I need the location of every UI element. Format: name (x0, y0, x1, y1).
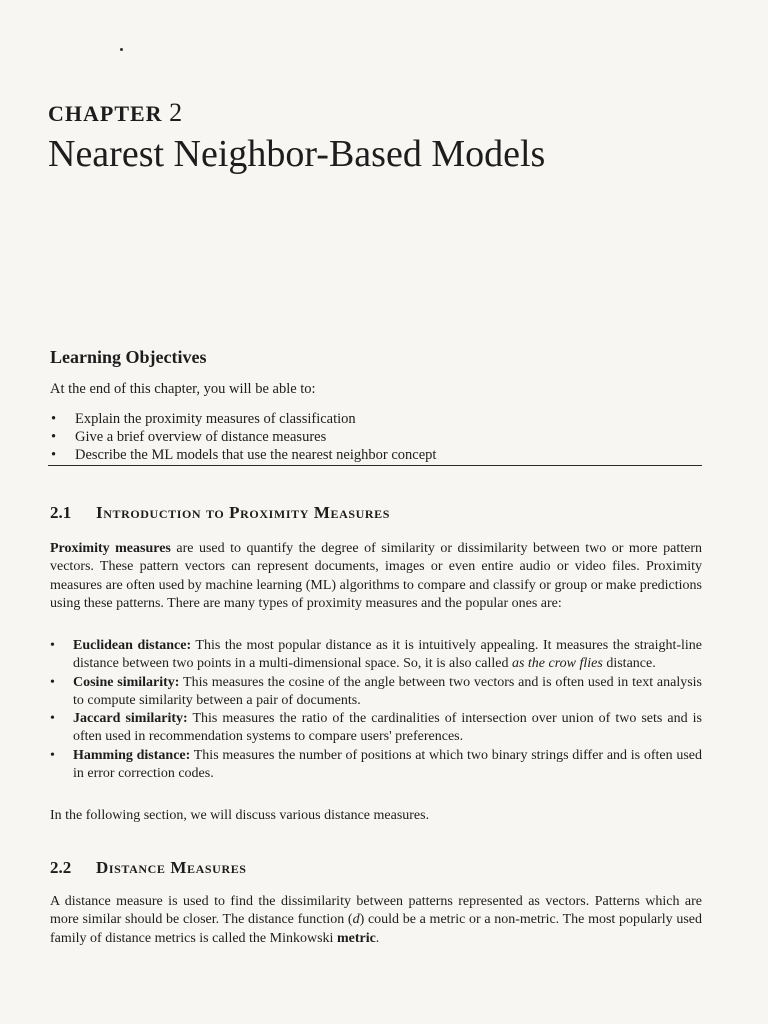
item-text: This the most popular distance as it is intuitively appealing. It measures the straight-line distance between two points in a multi-dimensional space. So, it is also called (73, 638, 703, 672)
list-item (50, 637, 702, 674)
divider (48, 465, 702, 466)
italic-text: as the crow flies (511, 656, 603, 672)
learning-objectives-list (50, 410, 702, 464)
learning-objectives-title: Learning Objectives (50, 347, 207, 367)
section-number: 2.2 (50, 858, 72, 877)
chapter-word: CHAPTER (48, 101, 163, 126)
paragraph-text: ) could be a metric or a non-metric. The most popularly used family of distance metrics is called the Minkowski (50, 912, 702, 946)
item-text: distance. (602, 656, 656, 672)
item-text: This measures the ratio of the cardinalities of intersection over union of two sets and is often used in recommendation systems to compare users' preferences. (73, 711, 702, 745)
list-item (50, 674, 702, 711)
bold-term: Euclidean distance: (73, 638, 192, 653)
paragraph-text: . (375, 930, 380, 946)
scan-speck (120, 48, 123, 51)
proximity-paragraph (50, 540, 702, 613)
chapter-label (48, 98, 183, 128)
section-title: Distance Measures (96, 858, 247, 877)
list-item (50, 747, 702, 784)
bold-term: Cosine similarity: (73, 674, 180, 690)
list-item: • Describe the ML models that use the nearest neighbor concept (50, 446, 702, 464)
chapter-title: Nearest Neighbor-Based Models (48, 133, 546, 175)
section-title: Introduction to Proximity Measures (96, 503, 391, 522)
paragraph-text: A distance measure is used to find the dissimilarity between patterns represented as vectors. Patterns which are more similar should be closer. The distance function ( (50, 894, 702, 928)
bold-term: Proximity measures (50, 541, 171, 556)
section-number: 2.1 (50, 503, 72, 522)
list-item (50, 710, 702, 747)
proximity-measures-list (50, 637, 702, 783)
list-item: • Give a brief overview of distance measures (50, 428, 702, 446)
section-heading-2-1 (50, 503, 390, 523)
bold-term: metric (336, 930, 376, 946)
paragraph-text: are used to quantify the degree of similarity or dissimilarity between two or more pattern vectors. These pattern vectors can represent documents, images or even entire audio or video files. Proximity measures are often used by machine learning (ML) algorithms to compare and classify or group or make predictions using these patterns. There are many types of proximity measures and the popular ones are: (50, 541, 702, 611)
item-text: This measures the cosine of the angle between two vectors and is often used in text analysis to compute similarity between a pair of documents. (73, 674, 702, 708)
italic-text: d (352, 912, 360, 928)
item-text: This measures the number of positions at which two binary strings differ and is often used in error correction codes. (73, 747, 702, 782)
chapter-number: 2 (169, 98, 184, 127)
section-heading-2-2 (50, 858, 247, 878)
learning-objectives-intro: At the end of this chapter, you will be able to: (50, 381, 316, 397)
distance-paragraph (50, 893, 702, 948)
bold-term: Jaccard similarity: (73, 711, 188, 727)
bold-term: Hamming distance: (73, 747, 191, 763)
closing-paragraph: In the following section, we will discuss various distance measures. (50, 808, 430, 823)
list-item: • Explain the proximity measures of classification (50, 410, 702, 428)
